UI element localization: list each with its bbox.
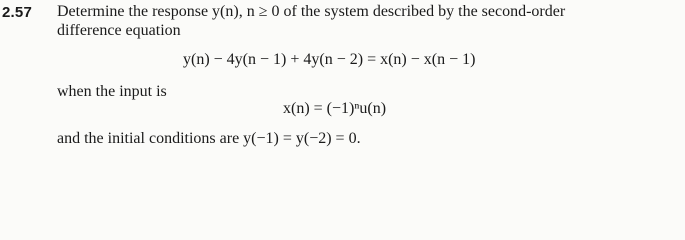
problem-line-2: difference equation — [57, 22, 181, 39]
problem-number: 2.57 — [2, 4, 32, 21]
problem-line-3: when the input is — [57, 83, 167, 100]
input-equation: x(n) = (−1)ⁿu(n) — [283, 100, 387, 117]
difference-equation: y(n) − 4y(n − 1) + 4y(n − 2) = x(n) − x(n − 1) — [183, 51, 476, 68]
problem-line-1: Determine the response y(n), n ≥ 0 of the system described by the second-order — [57, 3, 566, 20]
initial-conditions-line: and the initial conditions are y(−1) = y(−2) = 0. — [57, 130, 361, 147]
